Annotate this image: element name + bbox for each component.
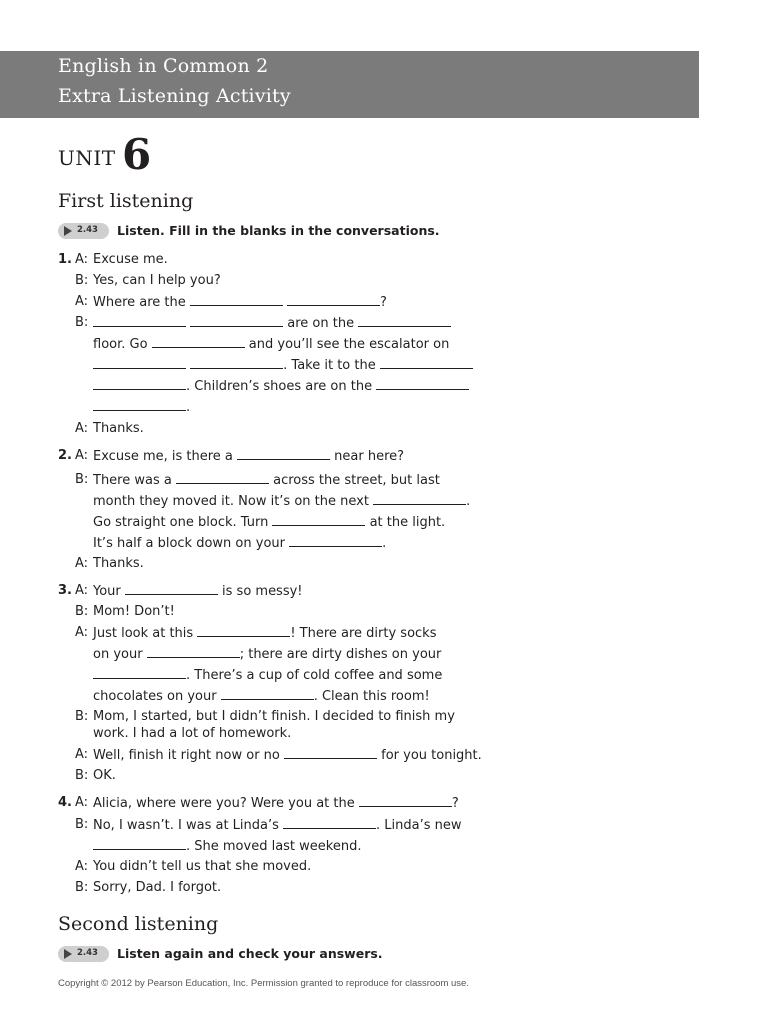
speaker-label: A:	[75, 859, 89, 874]
dialogue-text: floor. Go and you’ll see the escalator on	[93, 337, 450, 352]
audio-track-badge	[58, 223, 109, 239]
speaker-label: A:	[75, 625, 89, 640]
track-number: 2.43	[77, 948, 98, 958]
fill-in-blank	[125, 583, 218, 595]
speaker-label: A:	[75, 583, 89, 598]
speaker-label: A:	[75, 294, 89, 309]
fill-in-blank	[197, 625, 290, 637]
fill-in-blank	[283, 817, 376, 829]
dialogue-text: . There’s a cup of cold coffee and some	[93, 667, 442, 683]
speaker-label: B:	[75, 768, 89, 783]
track-number: 2.43	[77, 225, 98, 235]
play-icon	[64, 226, 72, 236]
fill-in-blank	[93, 315, 186, 327]
dialogue-text: Sorry, Dad. I forgot.	[93, 880, 222, 895]
dialogue-text: You didn’t tell us that she moved.	[93, 859, 312, 874]
fill-in-blank	[93, 667, 186, 679]
fill-in-blank	[190, 357, 283, 369]
dialogue-text: month they moved it. Now it’s on the next .	[93, 494, 471, 509]
dialogue-text: Go straight one block. Turn at the light.	[93, 515, 446, 530]
speaker-label: B:	[75, 604, 89, 619]
second-listening-instruction: Listen again and check your answers.	[117, 946, 383, 961]
dialogue-text: It’s half a block down on your .	[93, 536, 387, 551]
fill-in-blank	[358, 315, 451, 327]
item-number: 2.	[58, 448, 72, 463]
first-listening-heading: First listening	[58, 190, 194, 212]
speaker-label: B:	[75, 817, 89, 832]
fill-in-blank	[221, 688, 314, 700]
fill-in-blank	[93, 378, 186, 390]
speaker-label: B:	[75, 709, 89, 724]
dialogue-text: . She moved last weekend.	[93, 838, 361, 854]
dialogue-text: Mom! Don’t!	[93, 604, 175, 619]
item-number: 4.	[58, 795, 72, 810]
dialogue-text: Mom, I started, but I didn’t finish. I decided to finish my	[93, 709, 455, 724]
fill-in-blank	[93, 399, 186, 411]
dialogue-text: are on the	[93, 315, 451, 331]
unit-number: 6	[122, 130, 152, 179]
dialogue-text: OK.	[93, 768, 116, 783]
speaker-label: B:	[75, 273, 89, 288]
fill-in-blank	[376, 378, 469, 390]
speaker-label: A:	[75, 252, 89, 267]
dialogue-text: Thanks.	[93, 421, 144, 436]
fill-in-blank	[272, 514, 365, 526]
copyright-notice: Copyright © 2012 by Pearson Education, Inc. Permission granted to reproduce for classroom use.	[58, 978, 469, 989]
dialogue-text: Where are the ?	[93, 295, 387, 310]
dialogue-text: .	[93, 399, 190, 415]
item-number: 3.	[58, 583, 72, 598]
second-listening-heading: Second listening	[58, 913, 219, 935]
dialogue-text: Well, finish it right now or no for you tonight.	[93, 748, 482, 763]
fill-in-blank	[152, 336, 245, 348]
fill-in-blank	[147, 646, 240, 658]
first-listening-instruction: Listen. Fill in the blanks in the conversations.	[117, 223, 440, 238]
fill-in-blank	[190, 315, 283, 327]
fill-in-blank	[289, 535, 382, 547]
fill-in-blank	[380, 357, 473, 369]
fill-in-blank	[93, 357, 186, 369]
dialogue-text: Thanks.	[93, 556, 144, 571]
fill-in-blank	[93, 838, 186, 850]
speaker-label: B:	[75, 472, 89, 487]
fill-in-blank	[373, 493, 466, 505]
book-title: English in Common 2	[58, 55, 269, 77]
dialogue-text: Your is so messy!	[93, 584, 303, 599]
fill-in-blank	[284, 747, 377, 759]
speaker-label: A:	[75, 556, 89, 571]
dialogue-text: Excuse me, is there a near here?	[93, 449, 405, 464]
speaker-label: A:	[75, 421, 89, 436]
fill-in-blank	[176, 472, 269, 484]
fill-in-blank	[190, 294, 283, 306]
speaker-label: A:	[75, 448, 89, 463]
dialogue-text: No, I wasn’t. I was at Linda’s . Linda’s new	[93, 818, 462, 833]
speaker-label: B:	[75, 315, 89, 330]
dialogue-text: Excuse me.	[93, 252, 168, 267]
unit-label: UNIT	[58, 146, 116, 170]
speaker-label: A:	[75, 795, 89, 810]
speaker-label: A:	[75, 747, 89, 762]
dialogue-text: Just look at this ! There are dirty socks	[93, 626, 437, 641]
audio-track-badge	[58, 946, 109, 962]
dialogue-text: chocolates on your . Clean this room!	[93, 689, 430, 704]
dialogue-text: Yes, can I help you?	[93, 273, 221, 288]
fill-in-blank	[287, 294, 380, 306]
speaker-label: B:	[75, 880, 89, 895]
fill-in-blank	[237, 448, 330, 460]
dialogue-text: . Children’s shoes are on the	[93, 378, 469, 394]
dialogue-text: work. I had a lot of homework.	[93, 726, 292, 741]
activity-title: Extra Listening Activity	[58, 85, 291, 107]
item-number: 1.	[58, 252, 72, 267]
dialogue-text: Alicia, where were you? Were you at the ?	[93, 796, 459, 811]
dialogue-text: There was a across the street, but last	[93, 473, 440, 488]
dialogue-text: on your ; there are dirty dishes on your	[93, 647, 442, 662]
dialogue-text: . Take it to the	[93, 357, 473, 373]
play-icon	[64, 949, 72, 959]
fill-in-blank	[359, 795, 452, 807]
